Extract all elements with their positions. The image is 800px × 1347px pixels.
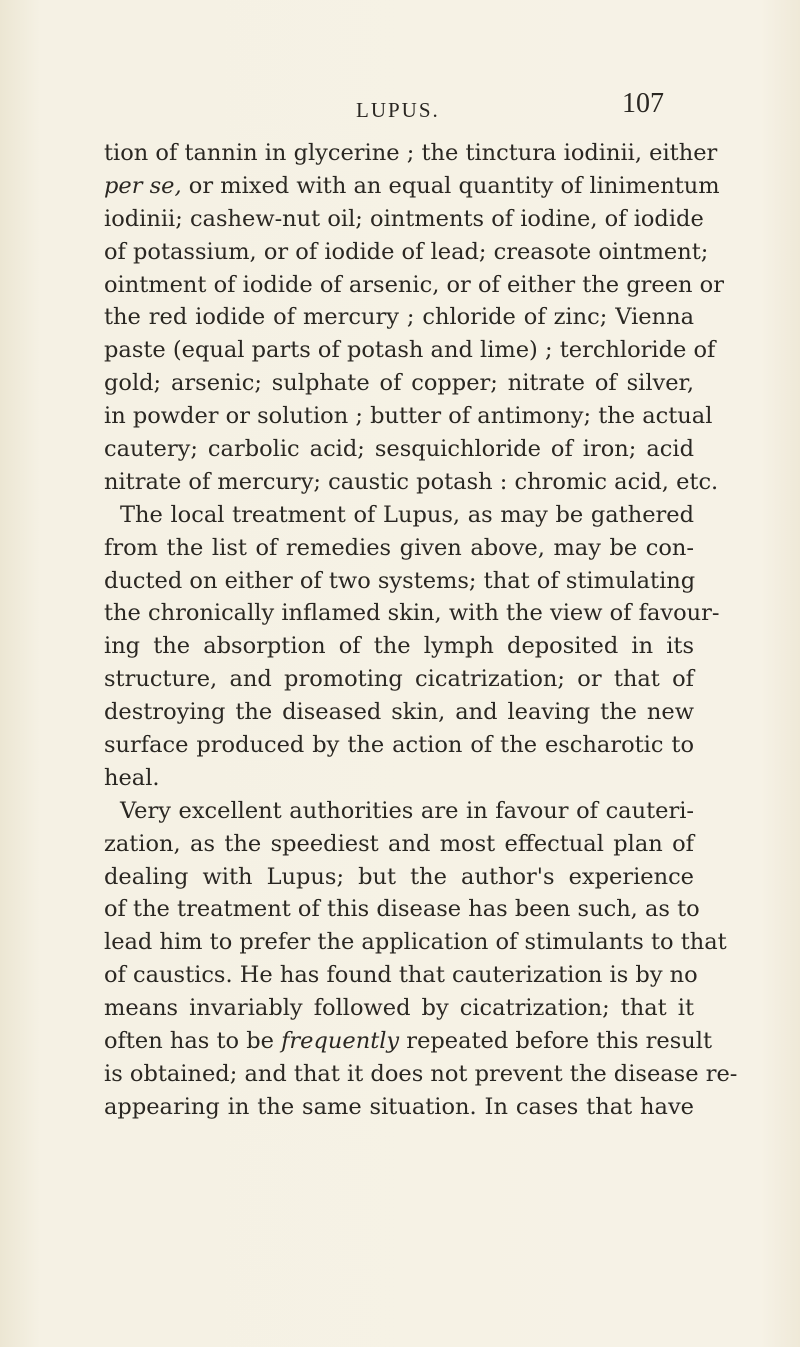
text-line [104, 1025, 713, 1058]
text-line: zation, as the speediest and most effectual plan of [104, 830, 694, 857]
text-fragment: repeated before this result [399, 1028, 713, 1055]
text-line: ing the absorption of the lymph deposited in its [104, 633, 694, 660]
text-line: of the treatment of this disease has been such, as to [104, 896, 700, 923]
text-line: cautery; carbolic acid; sesquichloride of iron; acid [104, 436, 694, 463]
text-line: tion of tannin in glycerine ; the tinctura iodinii, either [104, 140, 718, 166]
text-line: ointment of iodide of arsenic, or of either the green or [104, 271, 724, 298]
text-line: the red iodide of mercury ; chloride of zinc; Vienna [104, 304, 694, 331]
text-line: from the list of remedies given above, may be con- [104, 534, 694, 561]
body-text [104, 137, 738, 1124]
text-line: destroying the diseased skin, and leaving the new [104, 699, 694, 726]
text-line: is obtained; and that it does not prevent the disease re- [104, 1060, 738, 1087]
italic-word: frequently [281, 1028, 400, 1055]
text-line: the chronically inflamed skin, with the view of favour- [104, 600, 720, 627]
text-line: ducted on either of two systems; that of stimulating [104, 567, 696, 594]
text-line: paste (equal parts of potash and lime) ; terchloride of [104, 337, 716, 364]
text-line: nitrate of mercury; caustic potash : chromic acid, etc. [104, 468, 719, 495]
italic-phrase: per se, [104, 172, 182, 199]
paragraph-start-line: Very excellent authorities are in favour of cauteri- [120, 797, 694, 824]
text-line: surface produced by the action of the escharotic to [104, 732, 694, 759]
text-line: in powder or solution ; butter of antimony; the actual [104, 403, 713, 430]
running-head [0, 88, 800, 128]
text-line: of potassium, or of iodide of lead; creasote ointment; [104, 238, 709, 265]
text-line: means invariably followed by cicatrization; that it [104, 995, 694, 1022]
text-line: of caustics. He has found that cauterization is by no [104, 962, 698, 989]
running-head-title: LUPUS. [356, 98, 440, 122]
text-fragment: or mixed with an equal quantity of linimentum [181, 172, 720, 199]
text-line: structure, and promoting cicatrization; or that of [104, 666, 694, 693]
text-line: dealing with Lupus; but the author's experience [104, 863, 694, 890]
text-fragment: often has to be [104, 1028, 282, 1055]
text-line: lead him to prefer the application of stimulants to that [104, 929, 727, 956]
text-line: appearing in the same situation. In cases that have [104, 1093, 694, 1120]
text-line [104, 170, 720, 203]
text-line: iodinii; cashew-nut oil; ointments of iodine, of iodide [104, 205, 704, 232]
paragraph-end-line: heal. [104, 764, 160, 791]
paragraph-start-line: The local treatment of Lupus, as may be gathered [120, 501, 694, 528]
text-line: gold; arsenic; sulphate of copper; nitrate of silver, [104, 370, 694, 397]
page-number: 107 [622, 88, 664, 119]
